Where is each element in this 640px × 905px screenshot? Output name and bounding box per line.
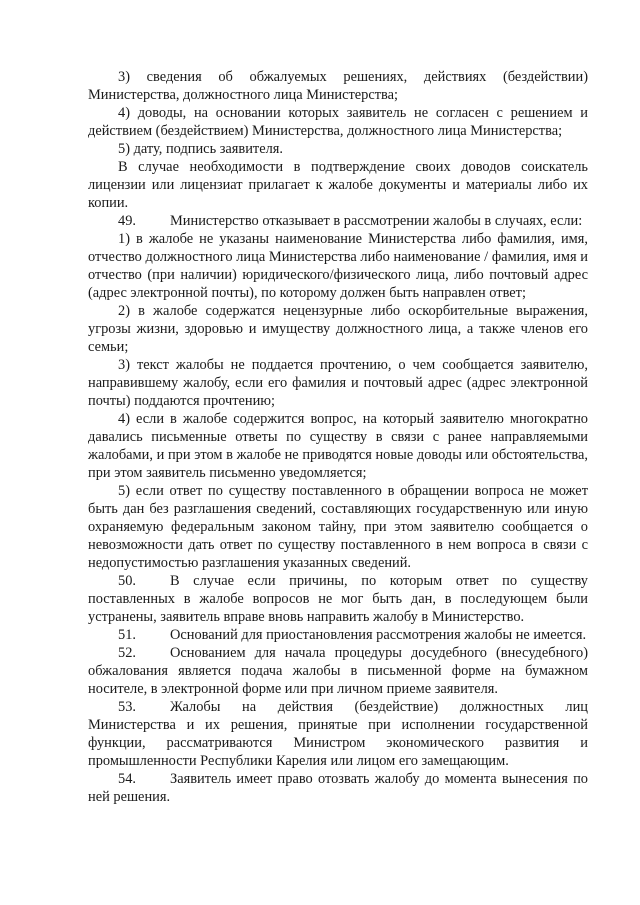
paragraph-51-number: 51. (118, 627, 136, 643)
p49-item-2: 2) в жалобе содержатся нецензурные либо оскорбительные выражения, угрозы жизни, здоровью и имуществу должностного лица, а также членов его семьи; (88, 303, 588, 355)
p49-item-5: 5) если ответ по существу поставленного в обращении вопроса не может быть дан без разглашения сведений, составляющих государственную или иную охраняемую федеральным законом тайну, при этом заявителю сообщается о невозможности дать ответ по существу поставленного в нем вопроса в связи с недопустимостью разглашения указанных сведений. (88, 483, 588, 571)
paragraph-54-text: Заявитель имеет право отозвать жалобу до момента вынесения по ней решения. (88, 771, 588, 805)
paragraph-54-number: 54. (118, 771, 136, 787)
paragraph-50 (88, 572, 588, 626)
paragraph-51 (88, 626, 588, 644)
item-5: 5) дату, подпись заявителя. (118, 141, 283, 157)
paragraph-52-text: Основанием для начала процедуры досудебного (внесудебного) обжалования является подача жалобы в письменной форме на бумажном носителе, в электронной форме или при личном приеме заявителя. (88, 645, 588, 697)
paragraph-50-number: 50. (118, 573, 136, 589)
paragraph-52-number: 52. (118, 645, 136, 661)
paragraph-49 (88, 212, 588, 230)
paragraph-53 (88, 698, 588, 770)
paragraph-49-text: Министерство отказывает в рассмотрении жалобы в случаях, если: (170, 213, 583, 229)
p49-item-3: 3) текст жалобы не поддается прочтению, о чем сообщается заявителю, направившему жалобу, если его фамилия и почтовый адрес (адрес электронной почты) поддаются прочтению; (88, 357, 588, 409)
paragraph-52 (88, 644, 588, 698)
p49-item-1: 1) в жалобе не указаны наименование Министерства либо фамилия, имя, отчество должностного лица Министерства либо наименование / фамилия, имя и отчество (при наличии) юридического/физического лица, либо почтовый адрес (адрес электронной почты), по которому должен быть направлен ответ; (88, 231, 588, 301)
p49-item-4: 4) если в жалобе содержится вопрос, на который заявителю многократно давались письменные ответы по существу в связи с ранее направляемыми жалобами, и при этом в жалобе не приводятся новые доводы или обстоятельства, при этом заявитель письменно уведомляется; (88, 411, 588, 481)
paragraph-49-number: 49. (118, 213, 136, 229)
paragraph-51-text: Оснований для приостановления рассмотрения жалобы не имеется. (170, 627, 587, 643)
attachments-paragraph: В случае необходимости в подтверждение своих доводов соискатель лицензии или лицензиат прилагает к жалобе документы и материалы либо их копии. (88, 159, 588, 211)
paragraph-50-text: В случае если причины, по которым ответ по существу поставленных в жалобе вопросов не мог быть дан, в последующем были устранены, заявитель вправе вновь направить жалобу в Министерство. (88, 573, 588, 625)
item-3: 3) сведения об обжалуемых решениях, действиях (бездействии) Министерства, должностного лица Министерства; (88, 69, 588, 103)
paragraph-53-text: Жалобы на действия (бездействие) должностных лиц Министерства и их решения, принятые при исполнении государственной функции, рассматриваются Министром экономического развития и промышленности Республики Карелия или лицом его замещающим. (88, 699, 588, 769)
paragraph-54 (88, 770, 588, 806)
item-4: 4) доводы, на основании которых заявитель не согласен с решением и действием (бездействием) Министерства, должностного лица Министерства; (88, 105, 588, 139)
paragraph-53-number: 53. (118, 699, 136, 715)
